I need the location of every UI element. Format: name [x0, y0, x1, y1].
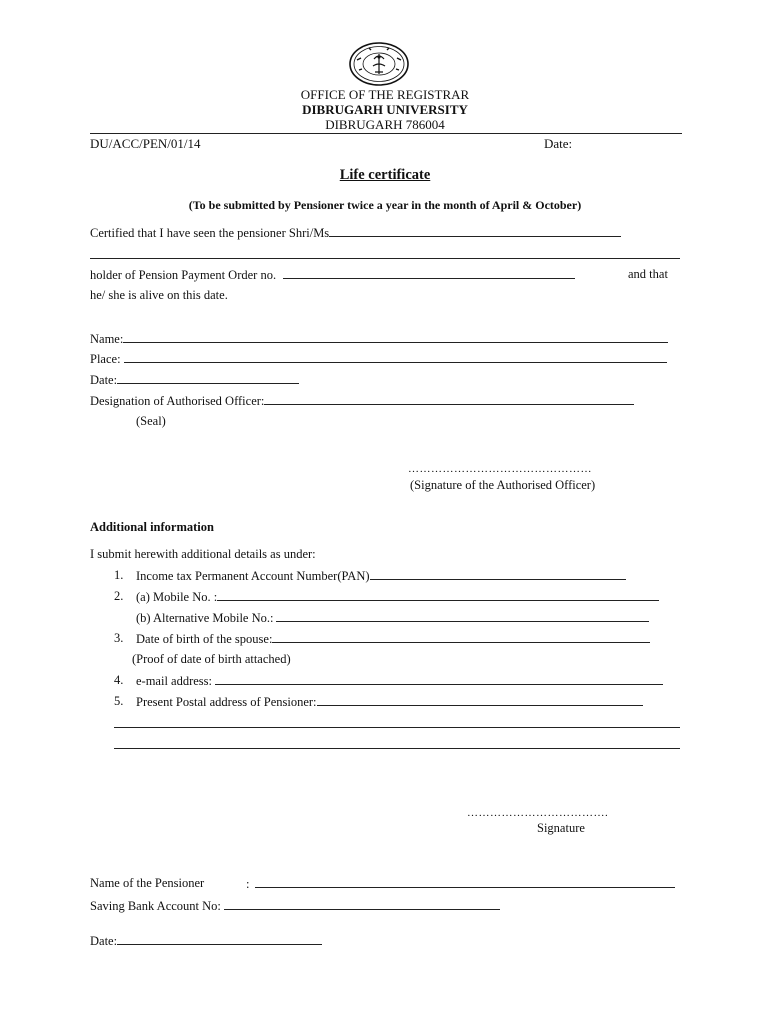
ppo-text-end: and that — [628, 267, 668, 281]
officer-place-row: Place: — [90, 351, 667, 367]
reference-number: DU/ACC/PEN/01/14 — [90, 136, 201, 151]
pensioner-signature-line[interactable]: ………………………………. — [467, 807, 609, 819]
bank-account-row: Saving Bank Account No: — [90, 898, 500, 914]
spouse-dob-blank[interactable] — [272, 631, 650, 643]
alt-mobile-blank[interactable] — [276, 610, 649, 622]
office-title: OFFICE OF THE REGISTRAR — [300, 87, 470, 102]
officer-date-row: Date: — [90, 372, 299, 388]
postal-address-blank-2[interactable] — [114, 727, 680, 728]
pensioner-name-label: Name of the Pensioner — [90, 876, 205, 890]
additional-info-intro: I submit herewith additional details as under: — [90, 547, 316, 561]
bank-account-blank[interactable] — [224, 898, 500, 910]
officer-date-blank[interactable] — [117, 372, 299, 384]
pan-row: Income tax Permanent Account Number(PAN) — [136, 568, 626, 584]
pensioner-signature-label: Signature — [537, 821, 585, 835]
officer-name-row: Name: — [90, 331, 668, 347]
email-blank[interactable] — [215, 673, 663, 685]
officer-designation-row: Designation of Authorised Officer: — [90, 393, 634, 409]
university-city: DIBRUGARH 786004 — [325, 117, 445, 132]
officer-designation-blank[interactable] — [264, 393, 634, 405]
item-4-number: 4. — [114, 673, 124, 687]
pensioner-date-blank[interactable] — [117, 933, 322, 945]
page-subtitle: (To be submitted by Pensioner twice a year in the month of April & October) — [188, 198, 582, 212]
mobile-row: (a) Mobile No. : — [136, 589, 659, 605]
additional-info-heading: Additional information — [90, 520, 214, 534]
spouse-dob-row: Date of birth of the spouse: — [136, 631, 650, 647]
header-date-label: Date: — [544, 136, 573, 151]
item-5-number: 5. — [114, 694, 124, 708]
header-divider — [90, 133, 682, 134]
item-3-number: 3. — [114, 631, 124, 645]
officer-place-blank[interactable] — [124, 351, 667, 363]
postal-address-blank-3[interactable] — [114, 748, 680, 749]
university-seal-logo — [349, 42, 409, 86]
postal-address-row: Present Postal address of Pensioner: — [136, 694, 643, 710]
item-2-number: 2. — [114, 589, 124, 603]
ppo-number-blank[interactable] — [283, 267, 575, 279]
ppo-text: holder of Pension Payment Order no. — [90, 267, 575, 283]
spouse-dob-note: (Proof of date of birth attached) — [132, 652, 291, 666]
alive-statement: he/ she is alive on this date. — [90, 288, 228, 302]
alt-mobile-row: (b) Alternative Mobile No.: — [136, 610, 649, 626]
pensioner-name-colon: : — [246, 876, 675, 892]
officer-signature-line[interactable]: ………………………………………… — [408, 463, 592, 475]
officer-name-blank[interactable] — [123, 331, 668, 343]
seal-label: (Seal) — [136, 414, 166, 428]
postal-address-blank[interactable] — [317, 694, 643, 706]
pensioner-name-field[interactable] — [255, 876, 675, 888]
email-row: e-mail address: — [136, 673, 663, 689]
certification-text: Certified that I have seen the pensioner Shri/Ms — [90, 225, 621, 241]
item-1-number: 1. — [114, 568, 124, 582]
pensioner-name-blank[interactable] — [329, 225, 621, 237]
page-title: Life certificate — [339, 167, 431, 183]
pan-blank[interactable] — [370, 568, 626, 580]
pensioner-name-blank-2[interactable] — [90, 258, 680, 259]
pensioner-date-row: Date: — [90, 933, 322, 949]
officer-signature-label: (Signature of the Authorised Officer) — [410, 478, 596, 492]
university-name: DIBRUGARH UNIVERSITY — [302, 102, 468, 117]
mobile-blank[interactable] — [217, 589, 659, 601]
